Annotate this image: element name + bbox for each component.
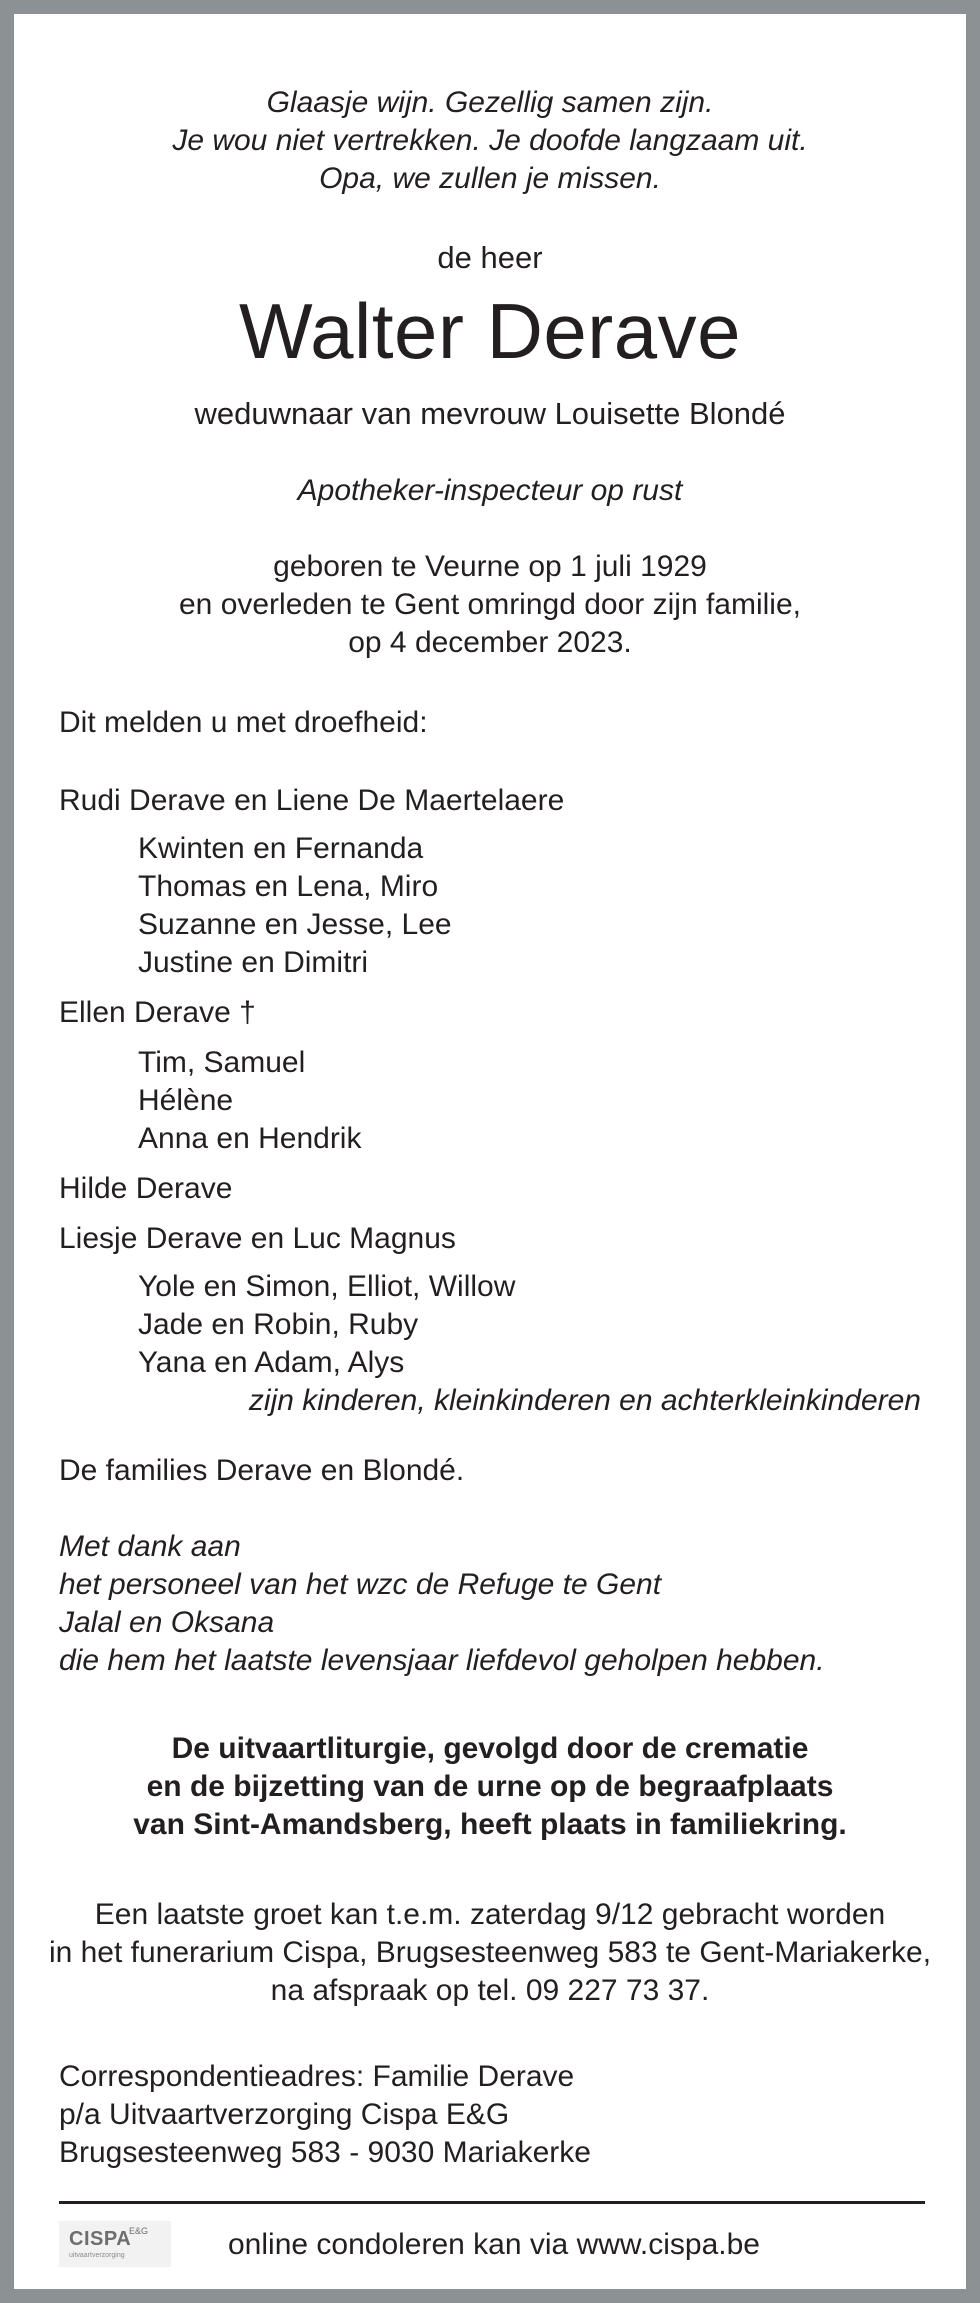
- family-member: Rudi Derave en Liene De Maertelaere: [59, 784, 565, 817]
- address-line: p/a Uitvaartverzorging Cispa E&G: [59, 2098, 510, 2131]
- grandchild: Anna en Hendrik: [138, 1122, 362, 1155]
- gratitude-line: die hem het laatste levensjaar liefdevol geholpen hebben.: [59, 1644, 825, 1677]
- widow-of: weduwnaar van mevrouw Louisette Blondé: [194, 396, 786, 431]
- logo-sup: E&G: [129, 2226, 149, 2236]
- birth-death-line: en overleden te Gent omringd door zijn familie,: [178, 588, 801, 621]
- relation-note: zijn kinderen, kleinkinderen en achterkleinkinderen: [248, 1384, 921, 1417]
- footer-divider: [59, 2201, 925, 2204]
- deceased-name: Walter Derave: [238, 287, 742, 375]
- farewell-info: [0, 1896, 980, 2010]
- poem-line: Glaasje wijn. Gezellig samen zijn.: [266, 86, 714, 119]
- poem-line: Opa, we zullen je missen.: [319, 162, 661, 195]
- farewell-line: na afspraak op tel. 09 227 73 37.: [270, 1974, 710, 2007]
- grandchild: Hélène: [138, 1084, 234, 1117]
- address-line: Correspondentieadres: Familie Derave: [59, 2060, 575, 2093]
- grandchild: Yana en Adam, Alys: [138, 1346, 405, 1379]
- ceremony-line: en de bijzetting van de urne op de begraafplaats: [146, 1770, 834, 1803]
- announce-intro: Dit melden u met droefheid:: [59, 706, 428, 739]
- logo-subtitle: uitvaartverzorging: [69, 2252, 125, 2259]
- grandchild: Justine en Dimitri: [138, 946, 369, 979]
- gratitude-line: het personeel van het wzc de Refuge te Gent: [59, 1568, 662, 1601]
- farewell-line: in het funerarium Cispa, Brugsesteenweg 583 te Gent-Mariakerke,: [48, 1936, 932, 1969]
- birth-death-info: [0, 548, 980, 662]
- farewell-line: Een laatste groet kan t.e.m. zaterdag 9/12 gebracht worden: [94, 1898, 886, 1931]
- grandchild: Kwinten en Fernanda: [138, 832, 424, 865]
- family-member: Ellen Derave †: [59, 996, 256, 1029]
- online-condolences-link[interactable]: online condoleren kan via www.cispa.be: [228, 2228, 760, 2261]
- grandchild: Jade en Robin, Ruby: [138, 1308, 419, 1341]
- birth-death-line: geboren te Veurne op 1 juli 1929: [273, 550, 707, 583]
- ceremony-line: De uitvaartliturgie, gevolgd door de crematie: [171, 1732, 809, 1765]
- birth-death-line: op 4 december 2023.: [348, 626, 632, 659]
- correspondence-address: [59, 2058, 591, 2172]
- grandchild: Yole en Simon, Elliot, Willow: [138, 1270, 516, 1303]
- ceremony-info: [0, 1730, 980, 1844]
- family-member: Liesje Derave en Luc Magnus: [59, 1222, 456, 1255]
- cispa-logo: [59, 2221, 171, 2267]
- gratitude-line: Met dank aan: [59, 1530, 241, 1563]
- ceremony-line: van Sint-Amandsberg, heeft plaats in familiekring.: [133, 1808, 847, 1841]
- grandchild: Suzanne en Jesse, Lee: [138, 908, 452, 941]
- gratitude: [59, 1528, 825, 1680]
- grandchild: Tim, Samuel: [138, 1046, 306, 1079]
- logo-text: CISPA: [69, 2228, 132, 2250]
- gratitude-line: Jalal en Oksana: [59, 1606, 275, 1639]
- address-line: Brugsesteenweg 583 - 9030 Mariakerke: [59, 2136, 591, 2169]
- poem: [0, 84, 980, 198]
- title-prefix: de heer: [437, 240, 543, 275]
- families-line: De families Derave en Blondé.: [59, 1454, 465, 1487]
- grandchild: Thomas en Lena, Miro: [138, 870, 439, 903]
- poem-line: Je wou niet vertrekken. Je doofde langzaam uit.: [172, 124, 808, 157]
- profession: Apotheker-inspecteur op rust: [297, 474, 683, 507]
- family-member: Hilde Derave: [59, 1172, 233, 1205]
